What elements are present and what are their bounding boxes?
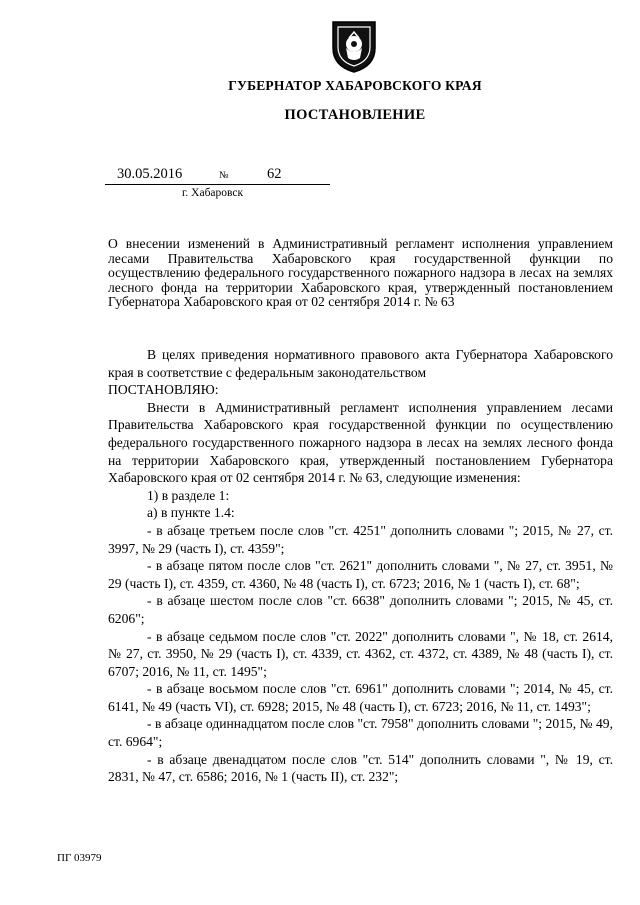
document-subject: О внесении изменений в Административный регламент исполнения управлением лесами Правительства Хабаровского края государственной функции по осуществлению федерального государственного пожарного надзора в лесах на землях лесного фонда на территории Хабаровского края, утвержденный постановлением Губернатора Хабаровского края от 02 сентября 2014 г. № 63 [108,236,613,310]
document-body [108,346,613,786]
body-paragraph: а) в пункте 1.4: [147,505,235,521]
document-date: 30.05.2016 [117,166,183,182]
body-paragraph: - в абзаце третьем после слов "ст. 4251" дополнить словами "; 2015, № 27, ст. 3997, № 29 (часть I), ст. 4359"; [108,522,613,556]
body-paragraph: - в абзаце пятом после слов "ст. 2621" дополнить словами ", № 27, ст. 3951, № 29 (часть I), ст. 4359, ст. 4360, № 48 (часть I), ст. 6723; 2016, № 1 (часть I), ст. 68"; [108,558,613,591]
body-paragraph: - в абзаце восьмом после слов "ст. 6961" дополнить словами "; 2014, № 45, ст. 6141, № 49 (часть VI), ст. 6928; 2015, № 48 (часть I), ст. 6723; 2016, № 11, ст. 1493"; [108,681,613,714]
page-code: ПГ 03979 [57,852,102,864]
body-paragraph: - в абзаце седьмом после слов "ст. 2022" дополнить словами ", № 18, ст. 2614, № 27, ст. 3950, № 29 (часть I), ст. 4339, ст. 4362, ст. 4372, ст. 4389, № 48 (часть I), ст. 6707; 2016, № 11, ст. 1495"; [108,628,613,679]
preamble-paragraph: В целях приведения нормативного правового акта Губернатора Хабаровского края в соответствие с федеральным законодательством [108,347,613,380]
date-underline [105,184,330,185]
body-paragraph: - в абзаце шестом после слов "ст. 6638" дополнить словами "; 2015, № 45, ст. 6206"; [108,593,613,626]
body-paragraph: - в абзаце одиннадцатом после слов "ст. 7958" дополнить словами "; 2015, № 49, ст. 6964"; [108,716,613,750]
city: г. Хабаровск [182,187,244,199]
document-type: ПОСТАНОВЛЕНИЕ [284,107,426,123]
issuer-title: ГУБЕРНАТОР ХАБАРОВСКОГО КРАЯ [228,78,482,93]
coat-of-arms-icon [329,18,379,74]
body-paragraph: Внести в Административный регламент исполнения управлением лесами Правительства Хабаровского края государственной функции по осуществлению федерального государственного пожарного надзора в лесах на землях лесного фонда на территории Хабаровского края, утвержденный постановлением Губернатора Хабаровского края от 02 сентября 2014 г. № 63, следующие изменения: [108,399,613,486]
body-paragraph: - в абзаце двенадцатом после слов "ст. 514" дополнить словами ", № 19, ст. 2831, № 47, ст. 6586; 2016, № 1 (часть II), ст. 232"; [108,751,613,785]
body-paragraph: 1) в разделе 1: [147,487,230,503]
date-number-line [105,166,330,186]
document-number: 62 [267,166,282,182]
decree-word: ПОСТАНОВЛЯЮ: [108,382,219,398]
number-sign: № [219,170,229,181]
